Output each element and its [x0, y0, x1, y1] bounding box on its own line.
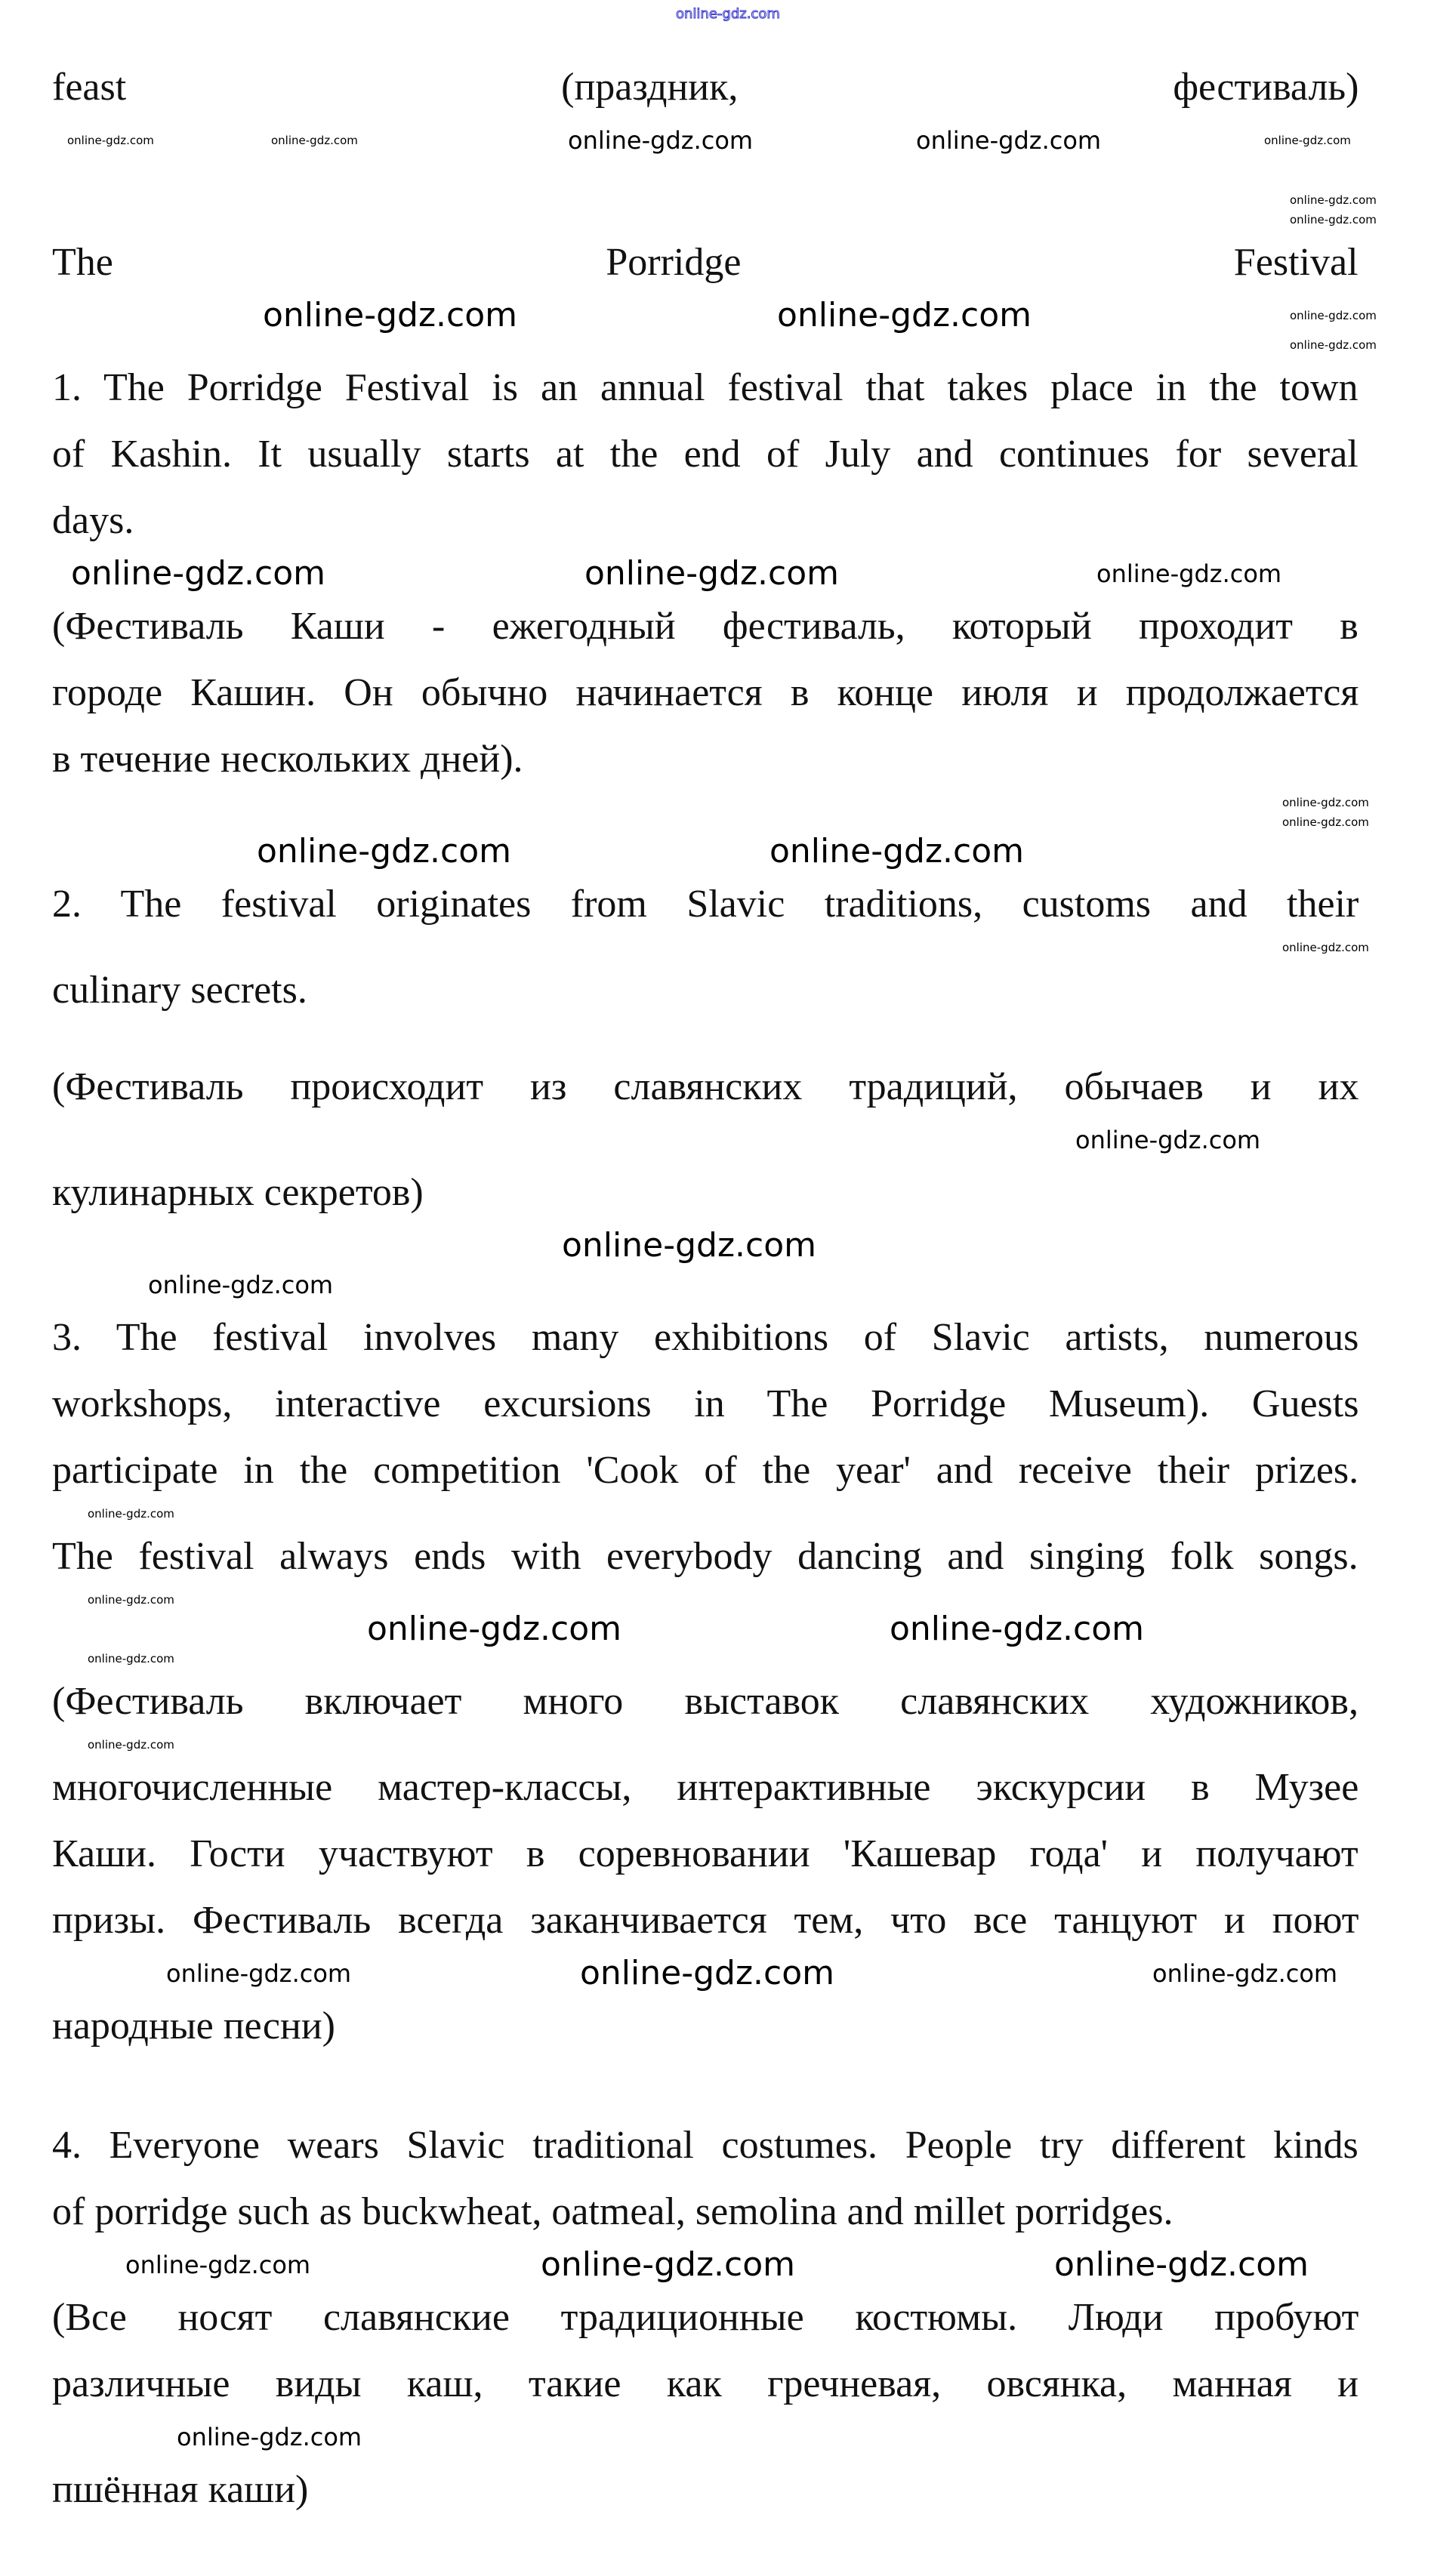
paragraph-4-en — [52, 2112, 1359, 2245]
watermark-row — [52, 2245, 1359, 2285]
text-line: призы. Фестиваль всегда заканчивается тем, что все танцуют и поют — [52, 1899, 1359, 1942]
paragraph-3-en-cont — [52, 1524, 1359, 1590]
watermark: online-gdz.com — [584, 554, 840, 593]
watermark-row — [52, 832, 1359, 871]
watermark-row — [52, 554, 1359, 593]
watermark: online-gdz.com — [257, 832, 512, 870]
text-line: кулинарных секретов) — [52, 1171, 424, 1214]
watermark: online-gdz.com — [1290, 193, 1377, 207]
paragraph-1-en — [52, 355, 1359, 554]
watermark-row — [52, 1649, 1359, 1669]
watermark: online-gdz.com — [148, 1271, 334, 1299]
watermark-row — [52, 1590, 1359, 1610]
document-title — [52, 230, 1359, 296]
watermark: online-gdz.com — [1152, 1959, 1338, 1988]
site-watermark: online-gdz.com — [676, 6, 780, 22]
paragraph-3-ru — [52, 1669, 1359, 1735]
watermark-row — [52, 335, 1377, 355]
text-line: различные виды каш, такие как гречневая, овсянка, манная и — [52, 2362, 1359, 2405]
paragraph-3-ru-cont — [52, 1755, 1359, 1954]
paragraph-3-en — [52, 1305, 1359, 1504]
paragraph-2-ru — [52, 1054, 1359, 1120]
text-line: days. — [52, 499, 134, 542]
watermark: online-gdz.com — [125, 2251, 311, 2279]
text-line: (Фестиваль включает много выставок славянских художников, — [52, 1680, 1359, 1723]
text-line: в течение нескольких дней). — [52, 738, 523, 781]
text-line: народные песни) — [52, 2004, 335, 2048]
text-line: of Kashin. It usually starts at the end of July and continues for several — [52, 433, 1359, 476]
watermark-row — [52, 190, 1377, 210]
text-line: пшённая каши) — [52, 2468, 309, 2511]
watermark-row — [52, 121, 1359, 160]
text-line: The festival always ends with everybody dancing and singing folk songs. — [52, 1535, 1359, 1578]
watermark: online-gdz.com — [88, 1593, 174, 1607]
text-line: (Фестиваль Каши - ежегодный фестиваль, который проходит в — [52, 605, 1359, 648]
paragraph-4-ru-end — [52, 2457, 1359, 2523]
watermark-row — [52, 1226, 1359, 1265]
paragraph-2-en — [52, 871, 1359, 938]
vocab-text: feast (праздник, фестиваль) — [52, 66, 1359, 109]
watermark-row — [52, 1735, 1359, 1755]
watermark-row — [52, 1265, 1359, 1305]
text-line: (Все носят славянские традиционные костюмы. Люди пробуют — [52, 2296, 1359, 2339]
paragraph-4-ru — [52, 2285, 1359, 2417]
text-line: 3. The festival involves many exhibitions of Slavic artists, numerous — [52, 1316, 1359, 1359]
watermark: online-gdz.com — [1282, 941, 1369, 954]
text-line: (Фестиваль происходит из славянских традиций, обычаев и их — [52, 1065, 1359, 1108]
text-line: 4. Everyone wears Slavic traditional costumes. People try different kinds — [52, 2124, 1359, 2167]
watermark: online-gdz.com — [177, 2423, 362, 2451]
watermark: online-gdz.com — [562, 1226, 817, 1265]
watermark-row — [52, 5, 1359, 24]
watermark: online-gdz.com — [777, 296, 1032, 334]
watermark: online-gdz.com — [1282, 815, 1369, 829]
text-line: culinary secrets. — [52, 969, 307, 1012]
watermark-row — [52, 1504, 1359, 1524]
paragraph-2-en-cont — [52, 957, 1359, 1024]
watermark: online-gdz.com — [580, 1954, 835, 1992]
watermark: online-gdz.com — [1054, 2245, 1309, 2284]
watermark: online-gdz.com — [88, 1507, 174, 1521]
watermark: online-gdz.com — [769, 832, 1025, 870]
paragraph-2-ru-cont — [52, 1160, 1359, 1226]
watermark: online-gdz.com — [67, 134, 154, 147]
text-line: of porridge such as buckwheat, oatmeal, semolina and millet porridges. — [52, 2190, 1173, 2233]
text-line: 1. The Porridge Festival is an annual festival that takes place in the town — [52, 366, 1359, 409]
watermark: online-gdz.com — [1264, 134, 1351, 147]
vocab-line — [52, 54, 1359, 121]
watermark: online-gdz.com — [916, 126, 1102, 155]
watermark: online-gdz.com — [1290, 309, 1377, 322]
watermark: online-gdz.com — [88, 1738, 174, 1752]
watermark-row — [52, 793, 1369, 812]
paragraph-1-ru — [52, 593, 1359, 793]
watermark: online-gdz.com — [271, 134, 358, 147]
watermark-row — [52, 1610, 1359, 1649]
watermark: online-gdz.com — [541, 2245, 796, 2284]
watermark: online-gdz.com — [1290, 338, 1377, 352]
watermark-row — [52, 2417, 1359, 2457]
watermark: online-gdz.com — [890, 1610, 1145, 1648]
text-line: городе Кашин. Он обычно начинается в конце июля и продолжается — [52, 671, 1359, 714]
watermark: online-gdz.com — [1075, 1126, 1261, 1154]
watermark: online-gdz.com — [88, 1652, 174, 1665]
watermark: online-gdz.com — [1096, 559, 1282, 588]
watermark-row — [52, 938, 1369, 957]
text-line: многочисленные мастер-классы, интерактивные экскурсии в Музее — [52, 1766, 1359, 1809]
watermark: online-gdz.com — [71, 554, 326, 593]
watermark: online-gdz.com — [1282, 796, 1369, 809]
watermark-row — [52, 1120, 1359, 1160]
watermark: online-gdz.com — [367, 1610, 622, 1648]
watermark: online-gdz.com — [568, 126, 754, 155]
text-line: Каши. Гости участвуют в соревновании 'Кашевар года' и получают — [52, 1832, 1359, 1875]
watermark: online-gdz.com — [166, 1959, 352, 1988]
watermark-row — [52, 296, 1377, 335]
watermark: online-gdz.com — [263, 296, 518, 334]
title-text: The Porridge Festival — [52, 241, 1359, 284]
paragraph-3-ru-end — [52, 1993, 1359, 2060]
watermark-row — [52, 812, 1369, 832]
watermark-row — [52, 1954, 1359, 1993]
text-line: workshops, interactive excursions in The Porridge Museum). Guests — [52, 1382, 1359, 1425]
watermark-row — [52, 210, 1377, 230]
text-line: 2. The festival originates from Slavic traditions, customs and their — [52, 883, 1359, 926]
text-line: participate in the competition 'Cook of the year' and receive their prizes. — [52, 1449, 1359, 1492]
watermark: online-gdz.com — [1290, 213, 1377, 226]
